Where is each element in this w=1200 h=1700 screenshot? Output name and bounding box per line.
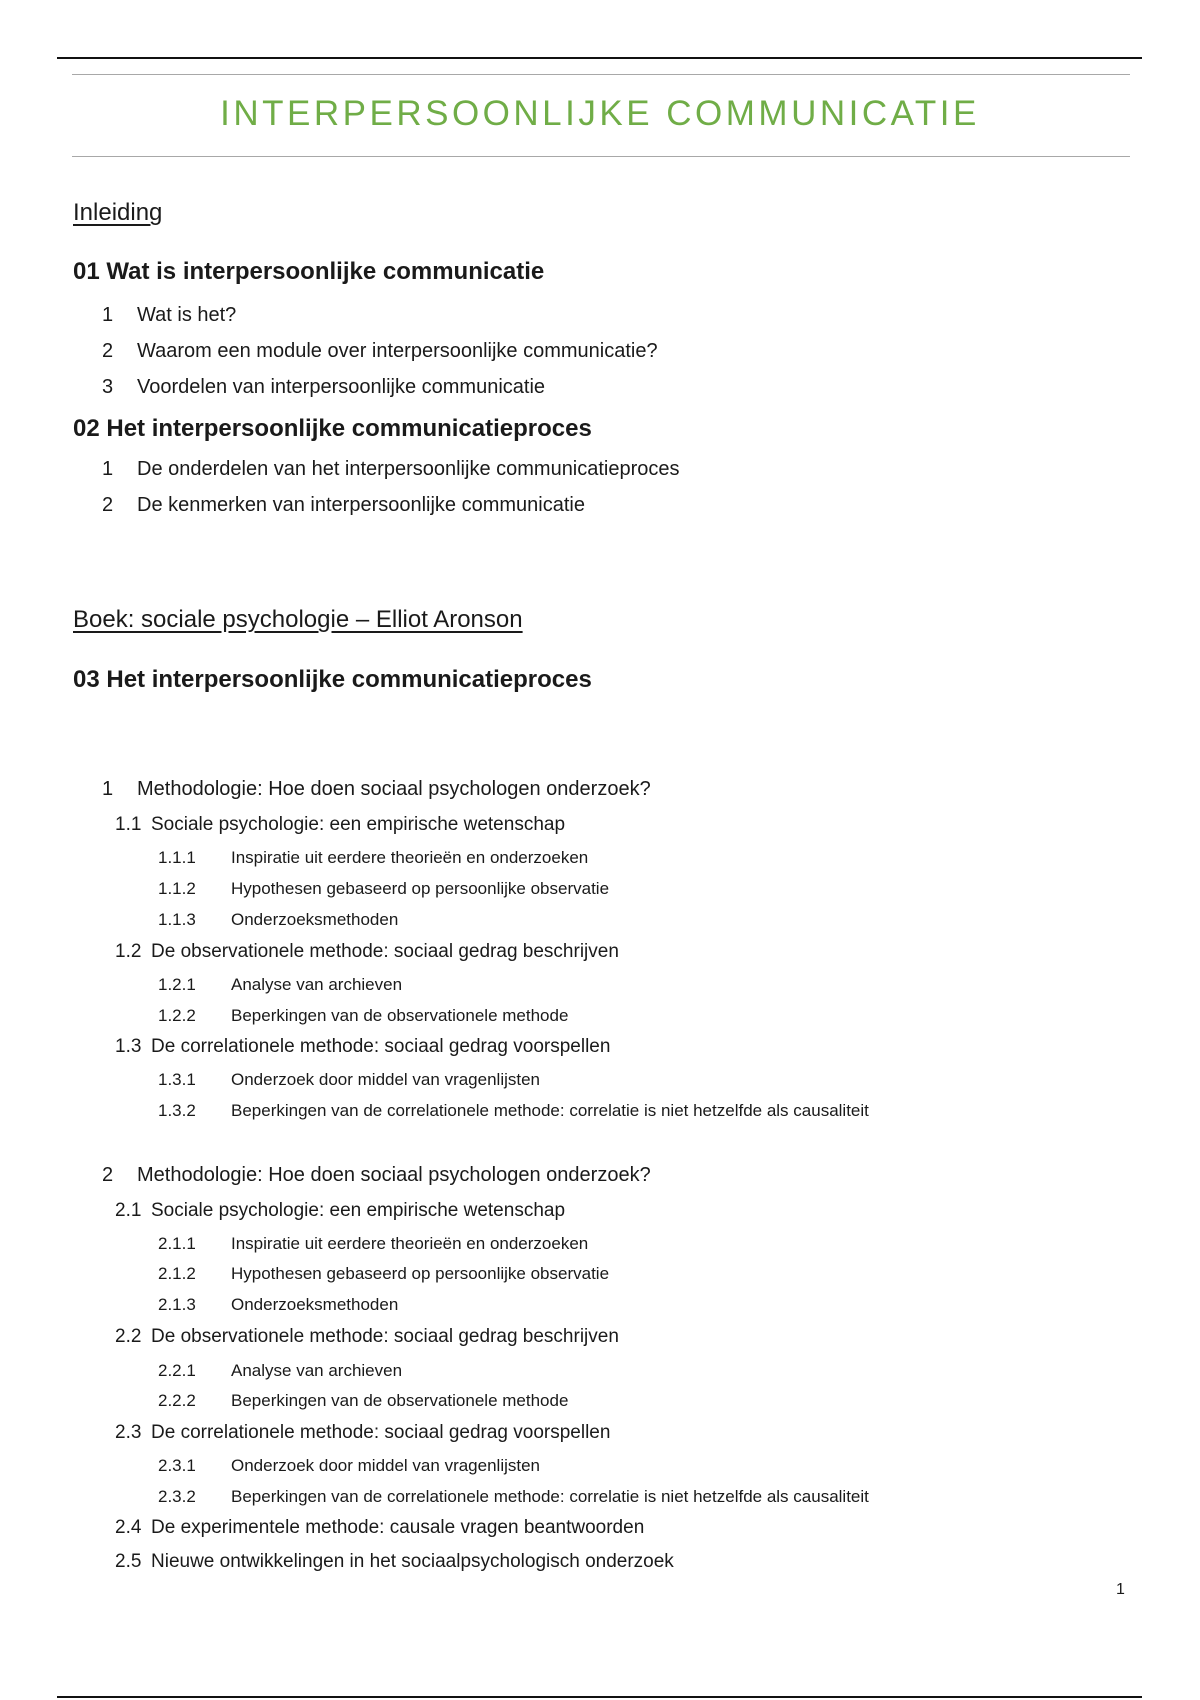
document-title: INTERPERSOONLIJKE COMMUNICATIE xyxy=(220,94,980,133)
subsubsection-number: 1.1.1 xyxy=(158,848,196,867)
page-number: 1 xyxy=(1116,1581,1125,1598)
subsection-number: 2.4 xyxy=(115,1517,142,1538)
page-top-rule xyxy=(57,57,1142,59)
subsubsection-number: 2.2.2 xyxy=(158,1391,196,1410)
subsection-number: 2.3 xyxy=(115,1422,142,1443)
subsection-number: 2.1 xyxy=(115,1200,142,1221)
subsection-title: Nieuwe ontwikkelingen in het sociaalpsychologisch onderzoek xyxy=(151,1551,674,1572)
subsubsection-number: 2.1.1 xyxy=(158,1234,196,1253)
subsection-title: Sociale psychologie: een empirische wetenschap xyxy=(151,814,566,835)
subsubsection-number: 1.3.1 xyxy=(158,1070,196,1089)
list-item-number: 2 xyxy=(102,494,114,516)
subsection-number: 2.5 xyxy=(115,1551,142,1572)
subsubsection-title: Onderzoeksmethoden xyxy=(231,1295,399,1314)
subsubsection-title: Onderzoeksmethoden xyxy=(231,910,399,929)
subsection-title: De observationele methode: sociaal gedrag beschrijven xyxy=(151,1326,619,1347)
part-title: Methodologie: Hoe doen sociaal psychologen onderzoek? xyxy=(137,778,651,800)
subsection-title: De correlationele methode: sociaal gedrag voorspellen xyxy=(151,1036,611,1057)
title-bottom-rule xyxy=(72,156,1130,157)
subsubsection-title: Onderzoek door middel van vragenlijsten xyxy=(231,1456,541,1475)
list-item: De onderdelen van het interpersoonlijke communicatieproces xyxy=(137,458,680,480)
subsubsection-number: 2.3.2 xyxy=(158,1487,196,1506)
list-item-number: 3 xyxy=(102,376,114,398)
list-item: De kenmerken van interpersoonlijke communicatie xyxy=(137,494,585,516)
list-item-number: 2 xyxy=(102,340,114,362)
subsection-title: De correlationele methode: sociaal gedrag voorspellen xyxy=(151,1422,611,1443)
subsubsection-title: Inspiratie uit eerdere theorieën en onderzoeken xyxy=(231,848,589,867)
subsection-title: Sociale psychologie: een empirische wetenschap xyxy=(151,1200,566,1221)
subsubsection-title: Beperkingen van de correlationele methode: correlatie is niet hetzelfde als causaliteit xyxy=(231,1487,869,1506)
subsection-number: 1.2 xyxy=(115,941,142,962)
subsubsection-title: Analyse van archieven xyxy=(231,1361,403,1380)
subsection-title: De experimentele methode: causale vragen beantwoorden xyxy=(151,1517,645,1538)
subsubsection-number: 1.2.1 xyxy=(158,975,196,994)
subsubsection-title: Analyse van archieven xyxy=(231,975,403,994)
part-title: Methodologie: Hoe doen sociaal psychologen onderzoek? xyxy=(137,1164,651,1186)
title-top-rule xyxy=(72,74,1130,75)
chapter-02-heading: 02 Het interpersoonlijke communicatieproces xyxy=(73,415,592,442)
subsection-number: 2.2 xyxy=(115,1326,142,1347)
subsubsection-title: Beperkingen van de observationele methode xyxy=(231,1391,569,1410)
subsection-title: De observationele methode: sociaal gedrag beschrijven xyxy=(151,941,619,962)
subsubsection-number: 2.1.2 xyxy=(158,1264,196,1283)
chapter-01-heading: 01 Wat is interpersoonlijke communicatie xyxy=(73,258,545,285)
list-item: Waarom een module over interpersoonlijke communicatie? xyxy=(137,340,658,362)
list-item: Wat is het? xyxy=(137,304,237,326)
subsubsection-number: 1.3.2 xyxy=(158,1101,196,1120)
list-item-number: 1 xyxy=(102,458,114,480)
subsubsection-title: Beperkingen van de correlationele methode: correlatie is niet hetzelfde als causaliteit xyxy=(231,1101,869,1120)
subsubsection-number: 1.1.3 xyxy=(158,910,196,929)
section-boek: Boek: sociale psychologie – Elliot Aronson xyxy=(73,606,523,633)
subsubsection-number: 1.2.2 xyxy=(158,1006,196,1025)
subsubsection-title: Onderzoek door middel van vragenlijsten xyxy=(231,1070,541,1089)
chapter-03-heading: 03 Het interpersoonlijke communicatieproces xyxy=(73,666,592,693)
subsubsection-number: 2.1.3 xyxy=(158,1295,196,1314)
part-number: 1 xyxy=(102,778,114,800)
section-inleiding: Inleiding xyxy=(73,199,163,226)
subsubsection-title: Hypothesen gebaseerd op persoonlijke observatie xyxy=(231,1264,610,1283)
subsection-number: 1.3 xyxy=(115,1036,142,1057)
list-item-number: 1 xyxy=(102,304,114,326)
list-item: Voordelen van interpersoonlijke communicatie xyxy=(137,376,546,398)
subsubsection-number: 2.2.1 xyxy=(158,1361,196,1380)
part-number: 2 xyxy=(102,1164,114,1186)
page-bottom-rule xyxy=(57,1696,1142,1698)
subsubsection-number: 2.3.1 xyxy=(158,1456,196,1475)
subsubsection-number: 1.1.2 xyxy=(158,879,196,898)
subsubsection-title: Hypothesen gebaseerd op persoonlijke observatie xyxy=(231,879,610,898)
subsection-number: 1.1 xyxy=(115,814,142,835)
subsubsection-title: Beperkingen van de observationele methode xyxy=(231,1006,569,1025)
subsubsection-title: Inspiratie uit eerdere theorieën en onderzoeken xyxy=(231,1234,589,1253)
